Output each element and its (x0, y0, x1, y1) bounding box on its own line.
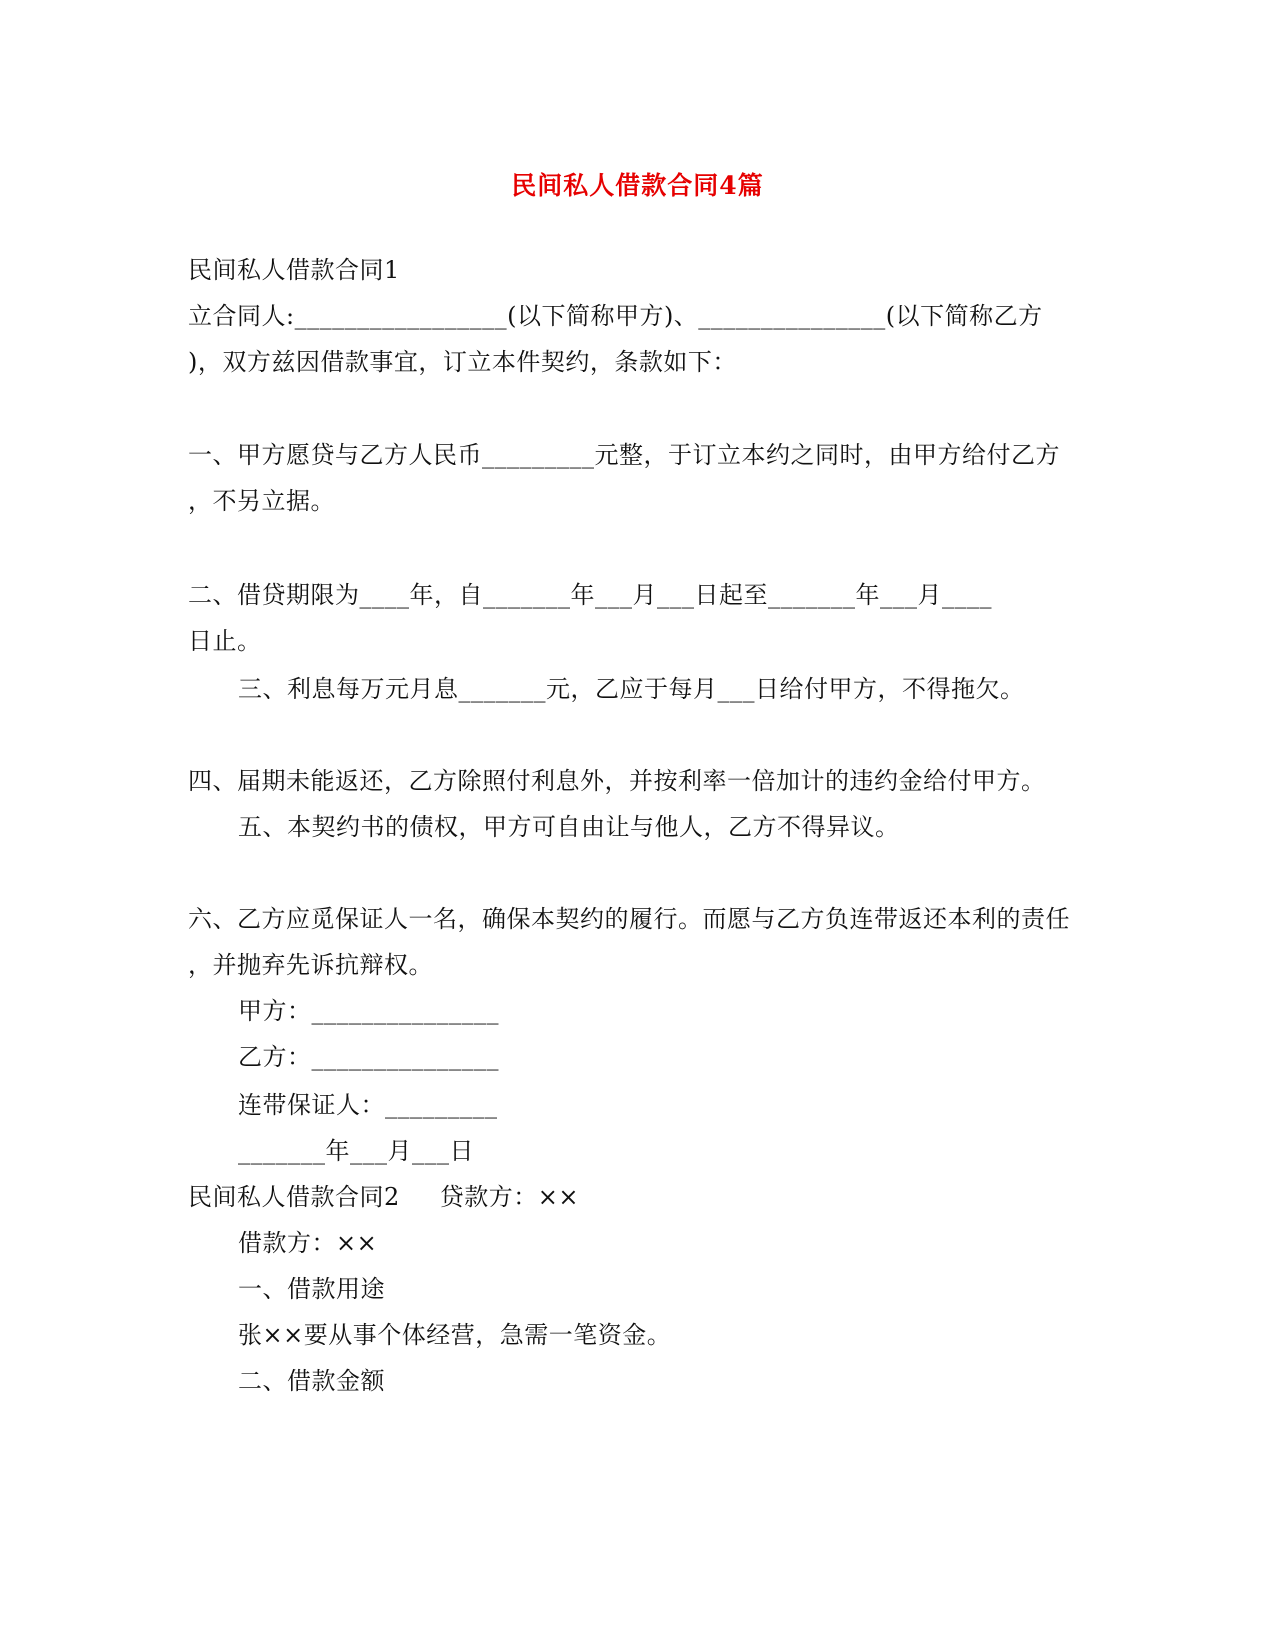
section-heading-contract-2: 民间私人借款合同2 (188, 1183, 400, 1211)
loan-purpose-text: 张××要从事个体经营，急需一笔资金。 (238, 1321, 672, 1349)
clause-2: 二、借贷期限为____年，自_______年___月___日起至_______年___月____ (188, 581, 992, 609)
document-title: 民间私人借款合同4篇 (511, 171, 764, 200)
signature-guarantor: 连带保证人：_________ (238, 1091, 498, 1119)
clause-5: 五、本契约书的债权，甲方可自由让与他人，乙方不得异议。 (238, 813, 900, 841)
section-loan-purpose: 一、借款用途 (238, 1275, 385, 1303)
clause-6: 六、乙方应觅保证人一名，确保本契约的履行。而愿与乙方负连带返还本利的责任 (188, 905, 1070, 933)
signature-party-b: 乙方：_______________ (238, 1043, 499, 1071)
lender-line: 贷款方：×× (439, 1183, 579, 1211)
section-heading-contract-2-row (188, 1182, 579, 1212)
signature-party-a: 甲方：_______________ (238, 997, 499, 1025)
clause-4: 四、届期未能返还，乙方除照付利息外，并按利率一倍加计的违约金给付甲方。 (188, 767, 1046, 795)
borrower-line: 借款方：×× (238, 1229, 378, 1257)
clause-1: 一、甲方愿贷与乙方人民币_________元整，于订立本约之同时，由甲方给付乙方 (188, 441, 1060, 469)
section-loan-amount: 二、借款金额 (238, 1367, 385, 1395)
parties-line-continued: )，双方兹因借款事宜，订立本件契约，条款如下： (188, 348, 737, 376)
section-heading-contract-1: 民间私人借款合同1 (188, 256, 400, 284)
clause-1-continued: ，不另立据。 (188, 487, 335, 515)
clause-6-continued: ，并抛弃先诉抗辩权。 (188, 951, 433, 979)
parties-line: 立合同人:_________________(以下简称甲方)、_______________(以下简称乙方 (188, 302, 1043, 330)
clause-3: 三、利息每万元月息_______元，乙应于每月___日给付甲方，不得拖欠。 (238, 675, 1025, 703)
clause-2-continued: 日止。 (188, 627, 262, 655)
signature-date: _______年___月___日 (238, 1137, 474, 1165)
